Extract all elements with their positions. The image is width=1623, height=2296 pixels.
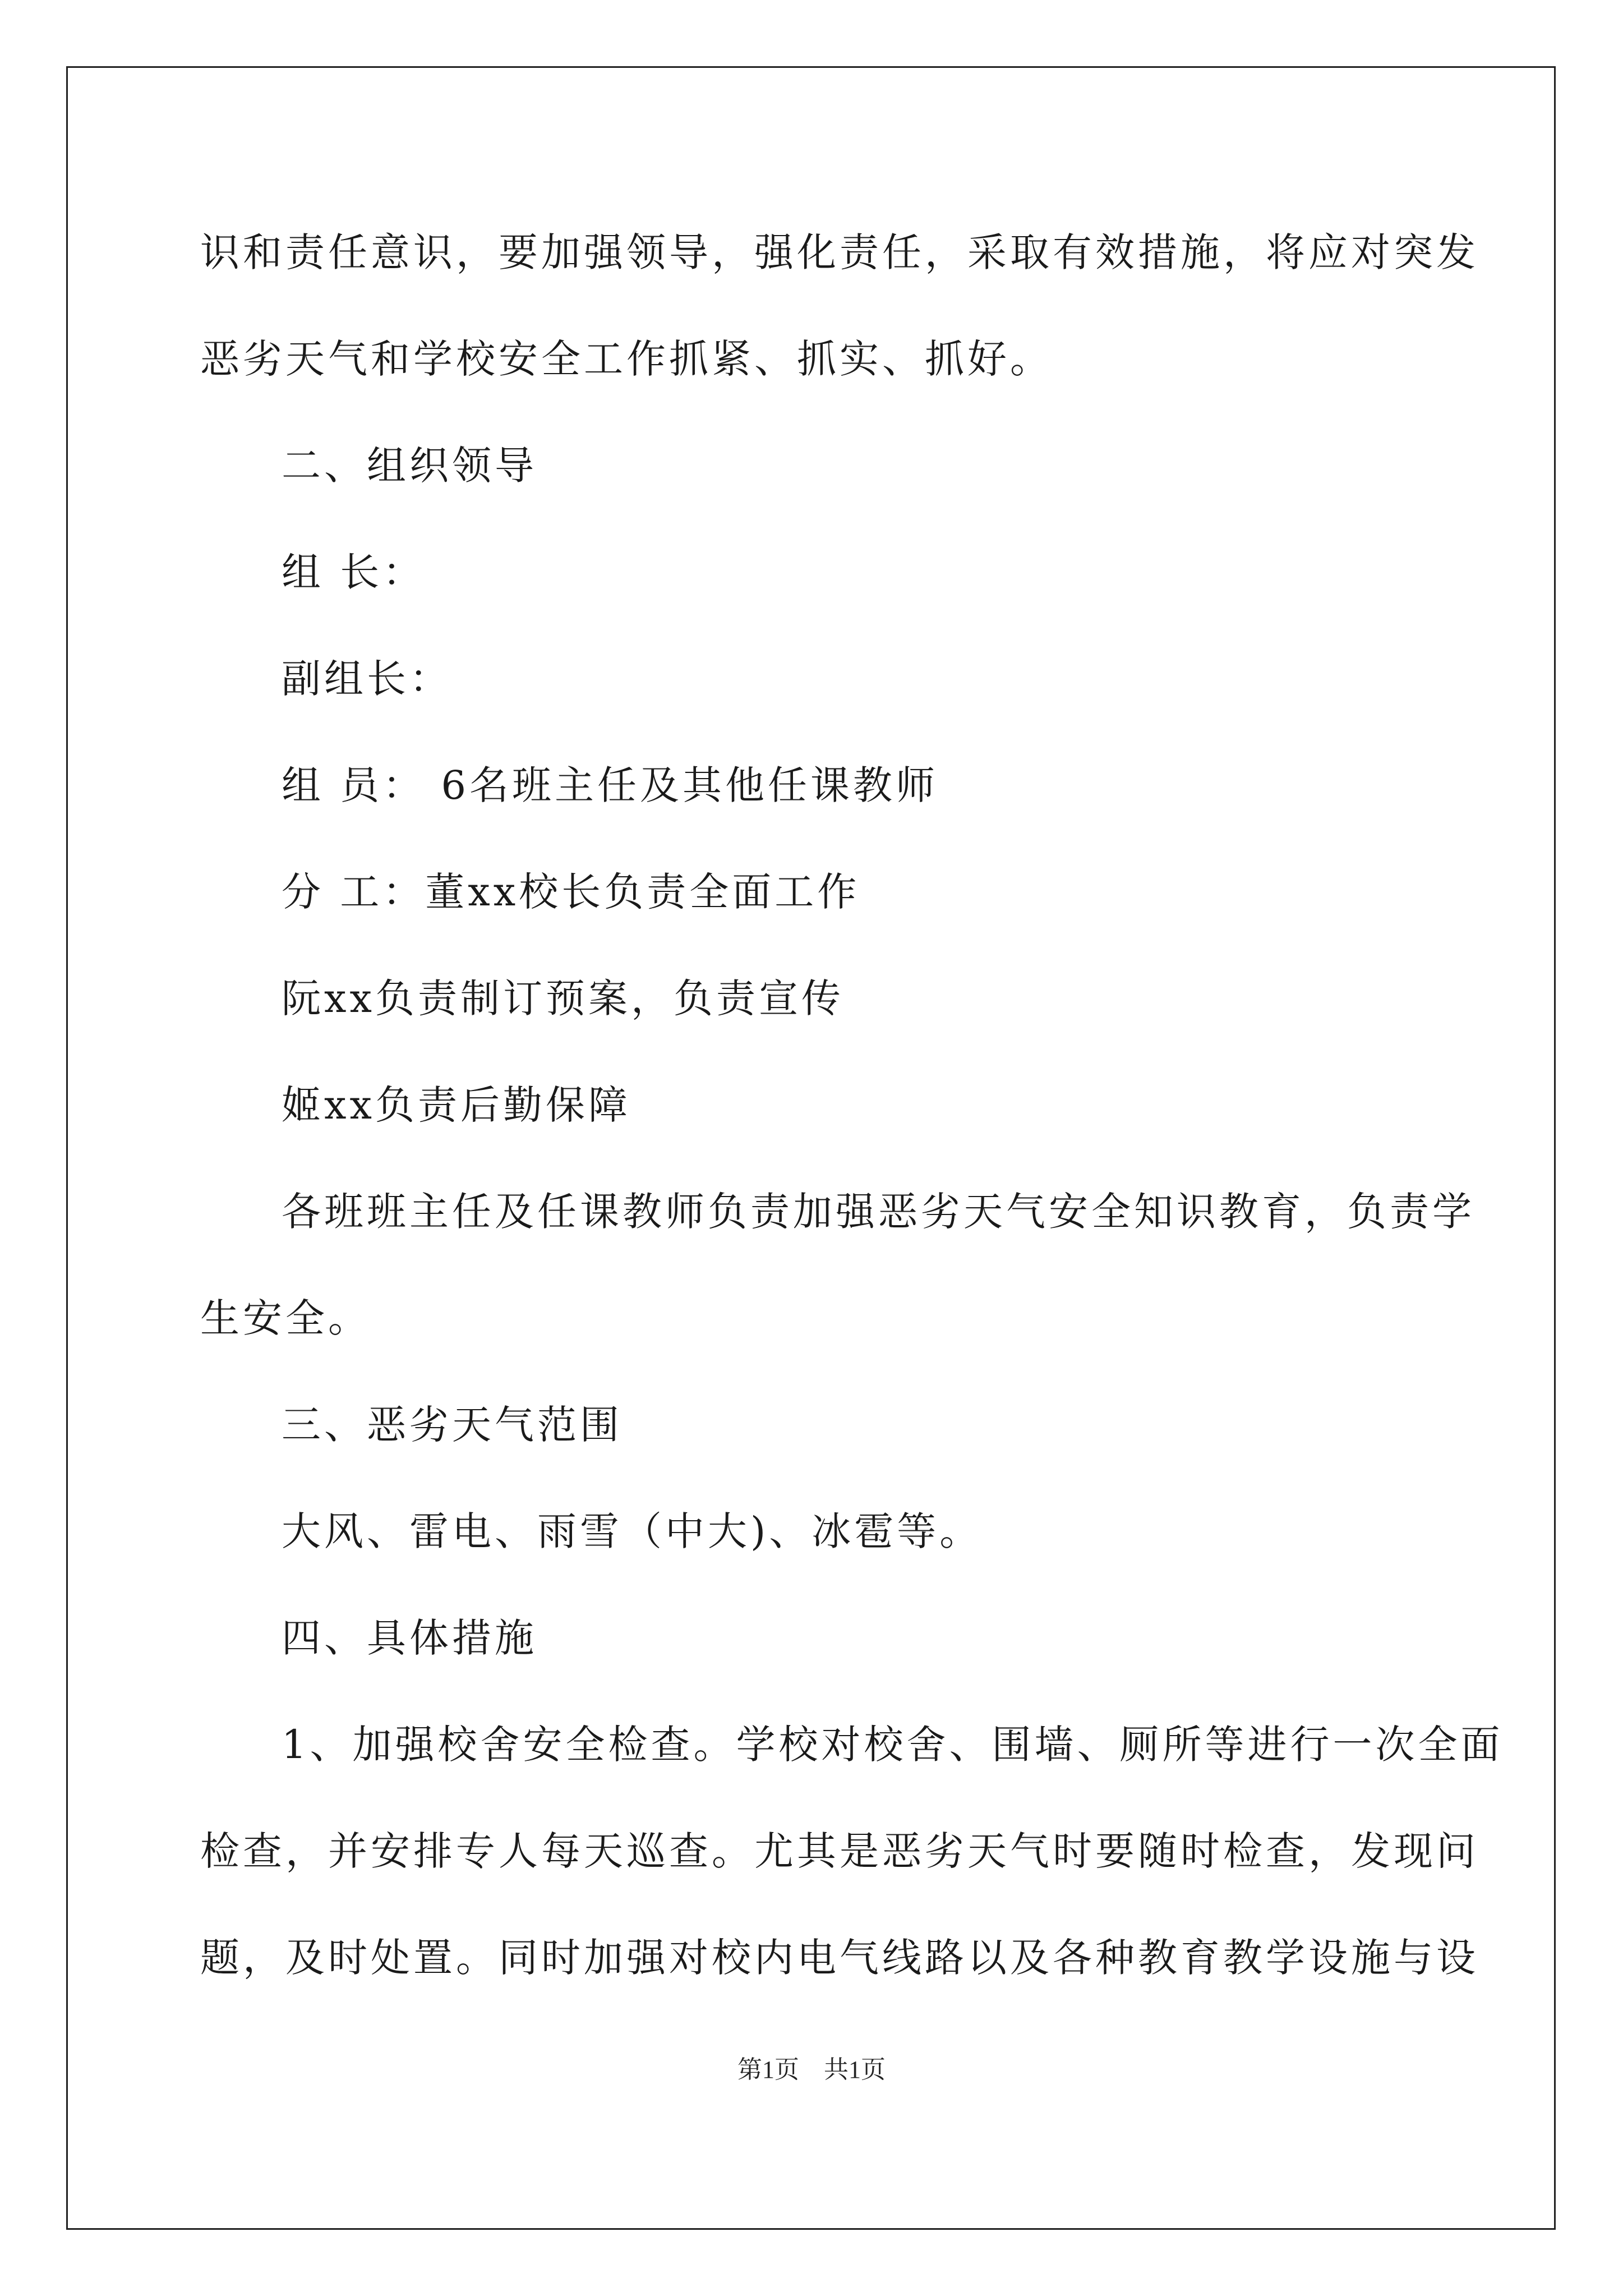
paragraph-line: 副组长： — [282, 656, 452, 702]
paragraph-line: 分 工：董xx校长负责全面工作 — [282, 869, 860, 915]
paragraph-line: 识和责任意识，要加强领导，强化责任，采取有效措施，将应对突发 — [200, 229, 1479, 275]
paragraph-line: 题，及时处置。同时加强对校内电气线路以及各种教育教学设施与设 — [200, 1935, 1479, 1981]
paragraph-line: 恶劣天气和学校安全工作抓紧、抓实、抓好。 — [200, 336, 1053, 382]
section-heading: 二、组织领导 — [282, 443, 537, 489]
paragraph-line: 1、加强校舍安全检查。学校对校舍、围墙、厕所等进行一次全面 — [282, 1722, 1504, 1768]
paragraph-line: 大风、雷电、雨雪（中大)、冰雹等。 — [282, 1508, 983, 1554]
paragraph-line: 生安全。 — [200, 1295, 371, 1341]
section-heading: 四、具体措施 — [282, 1615, 537, 1661]
paragraph-line: 姬xx负责后勤保障 — [282, 1082, 631, 1128]
paragraph-line: 各班班主任及任课教师负责加强恶劣天气安全知识教育，负责学 — [282, 1189, 1475, 1235]
page-number-footer: 第1页 共1页 — [737, 2056, 886, 2083]
paragraph-line: 检查，并安排专人每天巡查。尤其是恶劣天气时要随时检查，发现问 — [200, 1828, 1479, 1874]
document-body — [200, 222, 1504, 2033]
paragraph-line: 组 长： — [282, 549, 426, 595]
paragraph-line: 阮xx负责制订预案，负责宣传 — [282, 976, 844, 1022]
paragraph-line: 组 员： 6名班主任及其他任课教师 — [282, 762, 939, 808]
section-heading: 三、恶劣天气范围 — [282, 1402, 623, 1448]
